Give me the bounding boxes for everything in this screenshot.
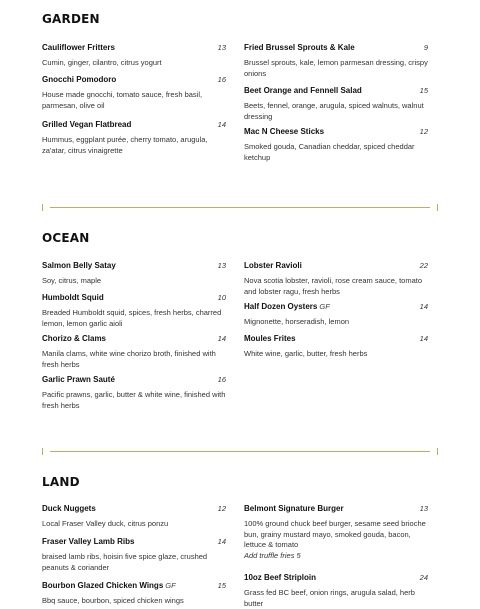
item-description: Mignonette, horseradish, lemon: [244, 317, 350, 326]
menu-item: [244, 334, 428, 360]
item-price: 12: [217, 504, 226, 513]
item-price: 12: [419, 127, 428, 136]
item-price: 14: [419, 302, 428, 311]
item-description: Local Fraser Valley duck, citrus ponzu: [42, 519, 169, 528]
item-description: Cumin, ginger, cilantro, citrus yogurt: [42, 58, 162, 67]
item-name-text: Bourbon Glazed Chicken Wings: [42, 581, 164, 590]
item-name: [42, 581, 226, 591]
item-price: 13: [217, 261, 226, 270]
item-name: Gnocchi Pomodoro: [42, 75, 117, 84]
item-name: [244, 302, 428, 312]
item-name: Duck Nuggets: [42, 504, 96, 513]
item-addon-note: Add truffle fries 5: [244, 550, 301, 560]
item-description: Hummus, eggplant purée, cherry tomato, arugula, za'atar, citrus vinaigrette: [42, 135, 208, 155]
menu-item: [42, 581, 226, 607]
item-name-text: Half Dozen Oysters: [244, 302, 318, 311]
menu-item: [42, 43, 226, 69]
menu-item: [244, 504, 428, 561]
menu-item: [244, 302, 428, 328]
item-name: Grilled Vegan Flatbread: [42, 120, 132, 129]
item-description: White wine, garlic, butter, fresh herbs: [244, 349, 368, 358]
item-name: Humboldt Squid: [42, 293, 104, 302]
menu-item: [244, 86, 428, 122]
item-description: Breaded Humboldt squid, spices, fresh herbs, charred lemon, lemon garlic aioli: [42, 308, 222, 328]
item-price: 9: [423, 43, 428, 52]
item-description: Pacific prawns, garlic, butter & white wine, finished with fresh herbs: [42, 390, 226, 410]
menu-item: [244, 127, 428, 163]
item-name: Cauliflower Fritters: [42, 43, 115, 52]
item-name: Garlic Prawn Sauté: [42, 375, 115, 384]
item-description: 100% ground chuck beef burger, sesame seed brioche bun, grainy mustard mayo, smoked gouda, bacon, lettuce & tomato: [244, 519, 426, 549]
item-description: Manila clams, white wine chorizo broth, finished with fresh herbs: [42, 349, 216, 369]
item-name: Lobster Ravioli: [244, 261, 302, 270]
section-title-garden: GARDEN: [42, 12, 100, 26]
section-title-land: LAND: [42, 475, 80, 489]
item-description: Soy, citrus, maple: [42, 276, 102, 285]
item-name: Fried Brussel Sprouts & Kale: [244, 43, 355, 52]
item-name: Fraser Valley Lamb Ribs: [42, 537, 135, 546]
menu-item: [244, 261, 428, 297]
item-description: Smoked gouda, Canadian cheddar, spiced cheddar ketchup: [244, 142, 415, 162]
menu-item: [42, 504, 226, 530]
section-divider: [42, 207, 438, 209]
item-price: 24: [419, 573, 428, 582]
menu-item: [42, 261, 226, 287]
item-price: 15: [419, 86, 428, 95]
item-price: 22: [419, 261, 428, 270]
item-description: Bbq sauce, bourbon, spiced chicken wings: [42, 596, 184, 605]
item-description: Beets, fennel, orange, arugula, spiced walnuts, walnut dressing: [244, 101, 424, 121]
item-price: 14: [217, 120, 226, 129]
item-price: 16: [217, 75, 226, 84]
item-description: House made gnocchi, tomato sauce, fresh basil, parmesan, olive oil: [42, 90, 203, 110]
item-description: Brussel sprouts, kale, lemon parmesan dressing, crispy onions: [244, 58, 428, 78]
menu-item: [244, 43, 428, 79]
menu-item: [244, 573, 428, 609]
item-price: 14: [217, 537, 226, 546]
menu-item: [42, 375, 226, 411]
gluten-free-badge: GF: [165, 581, 176, 590]
item-description: Nova scotia lobster, ravioli, rose cream sauce, tomato and lobster ragu, fresh herbs: [244, 276, 422, 296]
section-title-ocean: OCEAN: [42, 231, 90, 245]
item-price: 10: [217, 293, 226, 302]
item-name: Chorizo & Clams: [42, 334, 107, 343]
item-price: 14: [419, 334, 428, 343]
item-name: 10oz Beef Striploin: [244, 573, 317, 582]
item-price: 13: [419, 504, 428, 513]
item-price: 13: [217, 43, 226, 52]
item-price: 14: [217, 334, 226, 343]
gluten-free-badge: GF: [319, 302, 330, 311]
menu-item: [42, 120, 226, 156]
section-divider: [42, 451, 438, 453]
item-name: Mac N Cheese Sticks: [244, 127, 325, 136]
menu-item: [42, 537, 226, 573]
menu-item: [42, 75, 226, 111]
item-name: Moules Frites: [244, 334, 296, 343]
menu-item: [42, 293, 226, 329]
item-name: Belmont Signature Burger: [244, 504, 344, 513]
menu-item: [42, 334, 226, 370]
item-name: Beet Orange and Fennell Salad: [244, 86, 362, 95]
item-description: Grass fed BC beef, onion rings, arugula salad, herb butter: [244, 588, 415, 608]
item-description: braised lamb ribs, hoisin five spice glaze, crushed peanuts & coriander: [42, 552, 208, 572]
item-price: 16: [217, 375, 226, 384]
item-name: Salmon Belly Satay: [42, 261, 116, 270]
item-price: 15: [217, 581, 226, 590]
